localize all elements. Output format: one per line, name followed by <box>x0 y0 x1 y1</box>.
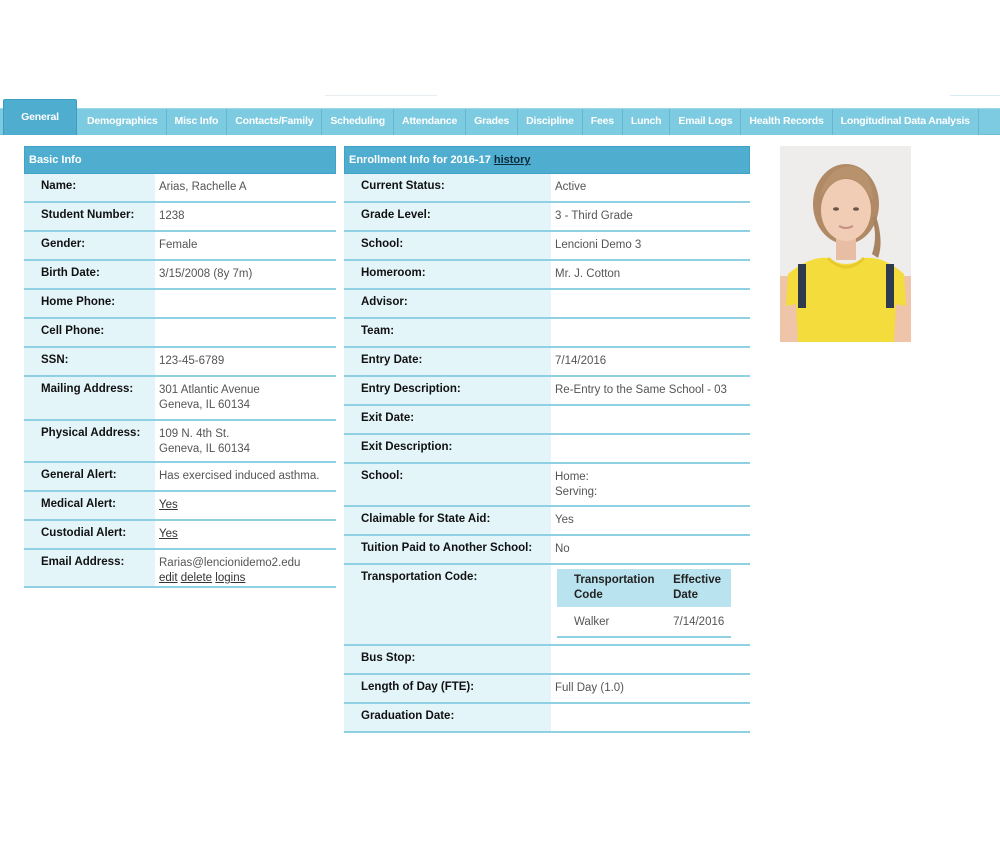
tab-attendance[interactable]: Attendance <box>394 109 466 135</box>
history-link[interactable]: history <box>493 154 531 166</box>
address-line-1: 109 N. 4th St. <box>159 428 230 440</box>
field-value <box>155 521 336 548</box>
field-label: Home Phone: <box>24 290 155 317</box>
tab-fees[interactable]: Fees <box>583 109 623 135</box>
column-header: Effective Date <box>663 569 731 607</box>
tab-misc-info[interactable]: Misc Info <box>167 109 228 135</box>
tab-general[interactable]: General <box>3 99 77 135</box>
field-label: Entry Description: <box>344 377 551 404</box>
field-label: Exit Date: <box>344 406 551 433</box>
field-general-alert <box>24 463 336 492</box>
field-tuition-paid <box>344 536 750 565</box>
field-value: No <box>551 536 750 563</box>
field-label: Birth Date: <box>24 261 155 288</box>
field-value: Mr. J. Cotton <box>551 261 750 288</box>
table-cell: 7/14/2016 <box>663 607 731 637</box>
panel-title: Basic Info <box>24 146 336 174</box>
field-label: School: <box>344 464 551 505</box>
student-photo <box>780 146 911 342</box>
field-custodial-alert <box>24 521 336 550</box>
email-value: Rarias@lencionidemo2.edu <box>159 557 301 569</box>
field-value: 1238 <box>155 203 336 230</box>
field-label: Graduation Date: <box>344 704 551 731</box>
tab-demographics[interactable]: Demographics <box>77 109 167 135</box>
field-cell-phone <box>24 319 336 348</box>
field-advisor <box>344 290 750 319</box>
tab-lunch[interactable]: Lunch <box>623 109 671 135</box>
field-value: 3/15/2008 (8y 7m) <box>155 261 336 288</box>
column-header: Transportation Code <box>557 569 663 607</box>
field-value: Has exercised induced asthma. <box>155 463 336 490</box>
field-email-address <box>24 550 336 588</box>
field-label: Gender: <box>24 232 155 259</box>
field-label: Cell Phone: <box>24 319 155 346</box>
field-value <box>155 550 336 586</box>
field-label: Exit Description: <box>344 435 551 462</box>
field-value <box>551 565 750 644</box>
field-label: School: <box>344 232 551 259</box>
decorative-line <box>325 95 437 96</box>
tab-list <box>3 98 979 135</box>
field-exit-description <box>344 435 750 464</box>
field-medical-alert <box>24 492 336 521</box>
field-value <box>155 421 336 461</box>
field-label: SSN: <box>24 348 155 375</box>
field-value <box>551 646 750 673</box>
field-label: Medical Alert: <box>24 492 155 519</box>
field-value: 3 - Third Grade <box>551 203 750 230</box>
field-value: 7/14/2016 <box>551 348 750 375</box>
enrollment-title: Enrollment Info for 2016-17 <box>349 154 491 166</box>
field-transportation-code <box>344 565 750 646</box>
field-entry-date <box>344 348 750 377</box>
field-student-number <box>24 203 336 232</box>
field-label: Name: <box>24 174 155 201</box>
field-claimable-state-aid <box>344 507 750 536</box>
field-label: Tuition Paid to Another School: <box>344 536 551 563</box>
field-value <box>551 464 750 505</box>
field-value <box>551 290 750 317</box>
field-label: Homeroom: <box>344 261 551 288</box>
address-line-2: Geneva, IL 60134 <box>159 399 251 411</box>
tab-discipline[interactable]: Discipline <box>518 109 583 135</box>
field-ssn <box>24 348 336 377</box>
field-graduation-date <box>344 704 750 733</box>
field-label: Advisor: <box>344 290 551 317</box>
address-line-2: Geneva, IL 60134 <box>159 443 251 455</box>
field-label: Email Address: <box>24 550 155 586</box>
field-value <box>551 406 750 433</box>
field-label: Physical Address: <box>24 421 155 461</box>
tab-email-logs[interactable]: Email Logs <box>670 109 741 135</box>
field-value: Female <box>155 232 336 259</box>
field-value <box>155 319 336 346</box>
field-label: Current Status: <box>344 174 551 201</box>
field-school-home-serving <box>344 464 750 507</box>
field-label: Transportation Code: <box>344 565 551 644</box>
field-physical-address <box>24 421 336 463</box>
field-value: Lencioni Demo 3 <box>551 232 750 259</box>
tab-health-records[interactable]: Health Records <box>741 109 832 135</box>
transportation-table <box>557 569 731 638</box>
field-value: Arias, Rachelle A <box>155 174 336 201</box>
field-grade-level <box>344 203 750 232</box>
field-value <box>155 377 336 419</box>
field-birth-date <box>24 261 336 290</box>
field-current-status <box>344 174 750 203</box>
student-photo-icon <box>780 146 911 342</box>
tab-longitudinal-data-analysis[interactable]: Longitudinal Data Analysis <box>833 109 979 135</box>
field-label: Length of Day (FTE): <box>344 675 551 702</box>
field-school <box>344 232 750 261</box>
custodial-alert-link[interactable]: Yes <box>159 528 178 540</box>
enrollment-info-panel <box>344 146 750 733</box>
tab-grades[interactable]: Grades <box>466 109 518 135</box>
field-homeroom <box>344 261 750 290</box>
field-entry-description <box>344 377 750 406</box>
tab-contacts-family[interactable]: Contacts/Family <box>227 109 322 135</box>
field-label: Grade Level: <box>344 203 551 230</box>
table-row <box>557 607 731 637</box>
field-value: Yes <box>551 507 750 534</box>
school-serving: Serving: <box>555 486 598 498</box>
field-bus-stop <box>344 646 750 675</box>
field-value <box>155 492 336 519</box>
field-value: Re-Entry to the Same School - 03 <box>551 377 750 404</box>
field-value <box>551 704 750 731</box>
table-header-row <box>557 569 731 607</box>
field-value: 123-45-6789 <box>155 348 336 375</box>
field-label: Mailing Address: <box>24 377 155 419</box>
tab-scheduling[interactable]: Scheduling <box>322 109 394 135</box>
field-exit-date <box>344 406 750 435</box>
field-value <box>551 435 750 462</box>
email-edit-link[interactable]: edit <box>159 572 178 584</box>
field-value: Active <box>551 174 750 201</box>
email-delete-link[interactable]: delete <box>180 572 213 584</box>
medical-alert-link[interactable]: Yes <box>159 499 178 511</box>
field-label: Bus Stop: <box>344 646 551 673</box>
field-value: Full Day (1.0) <box>551 675 750 702</box>
field-length-of-day <box>344 675 750 704</box>
field-label: Claimable for State Aid: <box>344 507 551 534</box>
field-team <box>344 319 750 348</box>
field-label: Custodial Alert: <box>24 521 155 548</box>
address-line-1: 301 Atlantic Avenue <box>159 384 260 396</box>
school-home: Home: <box>555 471 589 483</box>
panel-title <box>344 146 750 174</box>
field-value <box>551 319 750 346</box>
decorative-line <box>950 95 1000 96</box>
field-label: General Alert: <box>24 463 155 490</box>
email-logins-link[interactable]: logins <box>215 572 246 584</box>
field-home-phone <box>24 290 336 319</box>
email-actions <box>159 571 336 586</box>
field-mailing-address <box>24 377 336 421</box>
table-cell: Walker <box>557 607 663 637</box>
field-value <box>155 290 336 317</box>
field-label: Student Number: <box>24 203 155 230</box>
field-label: Team: <box>344 319 551 346</box>
field-label: Entry Date: <box>344 348 551 375</box>
field-name <box>24 174 336 203</box>
field-gender <box>24 232 336 261</box>
basic-info-panel <box>24 146 336 588</box>
